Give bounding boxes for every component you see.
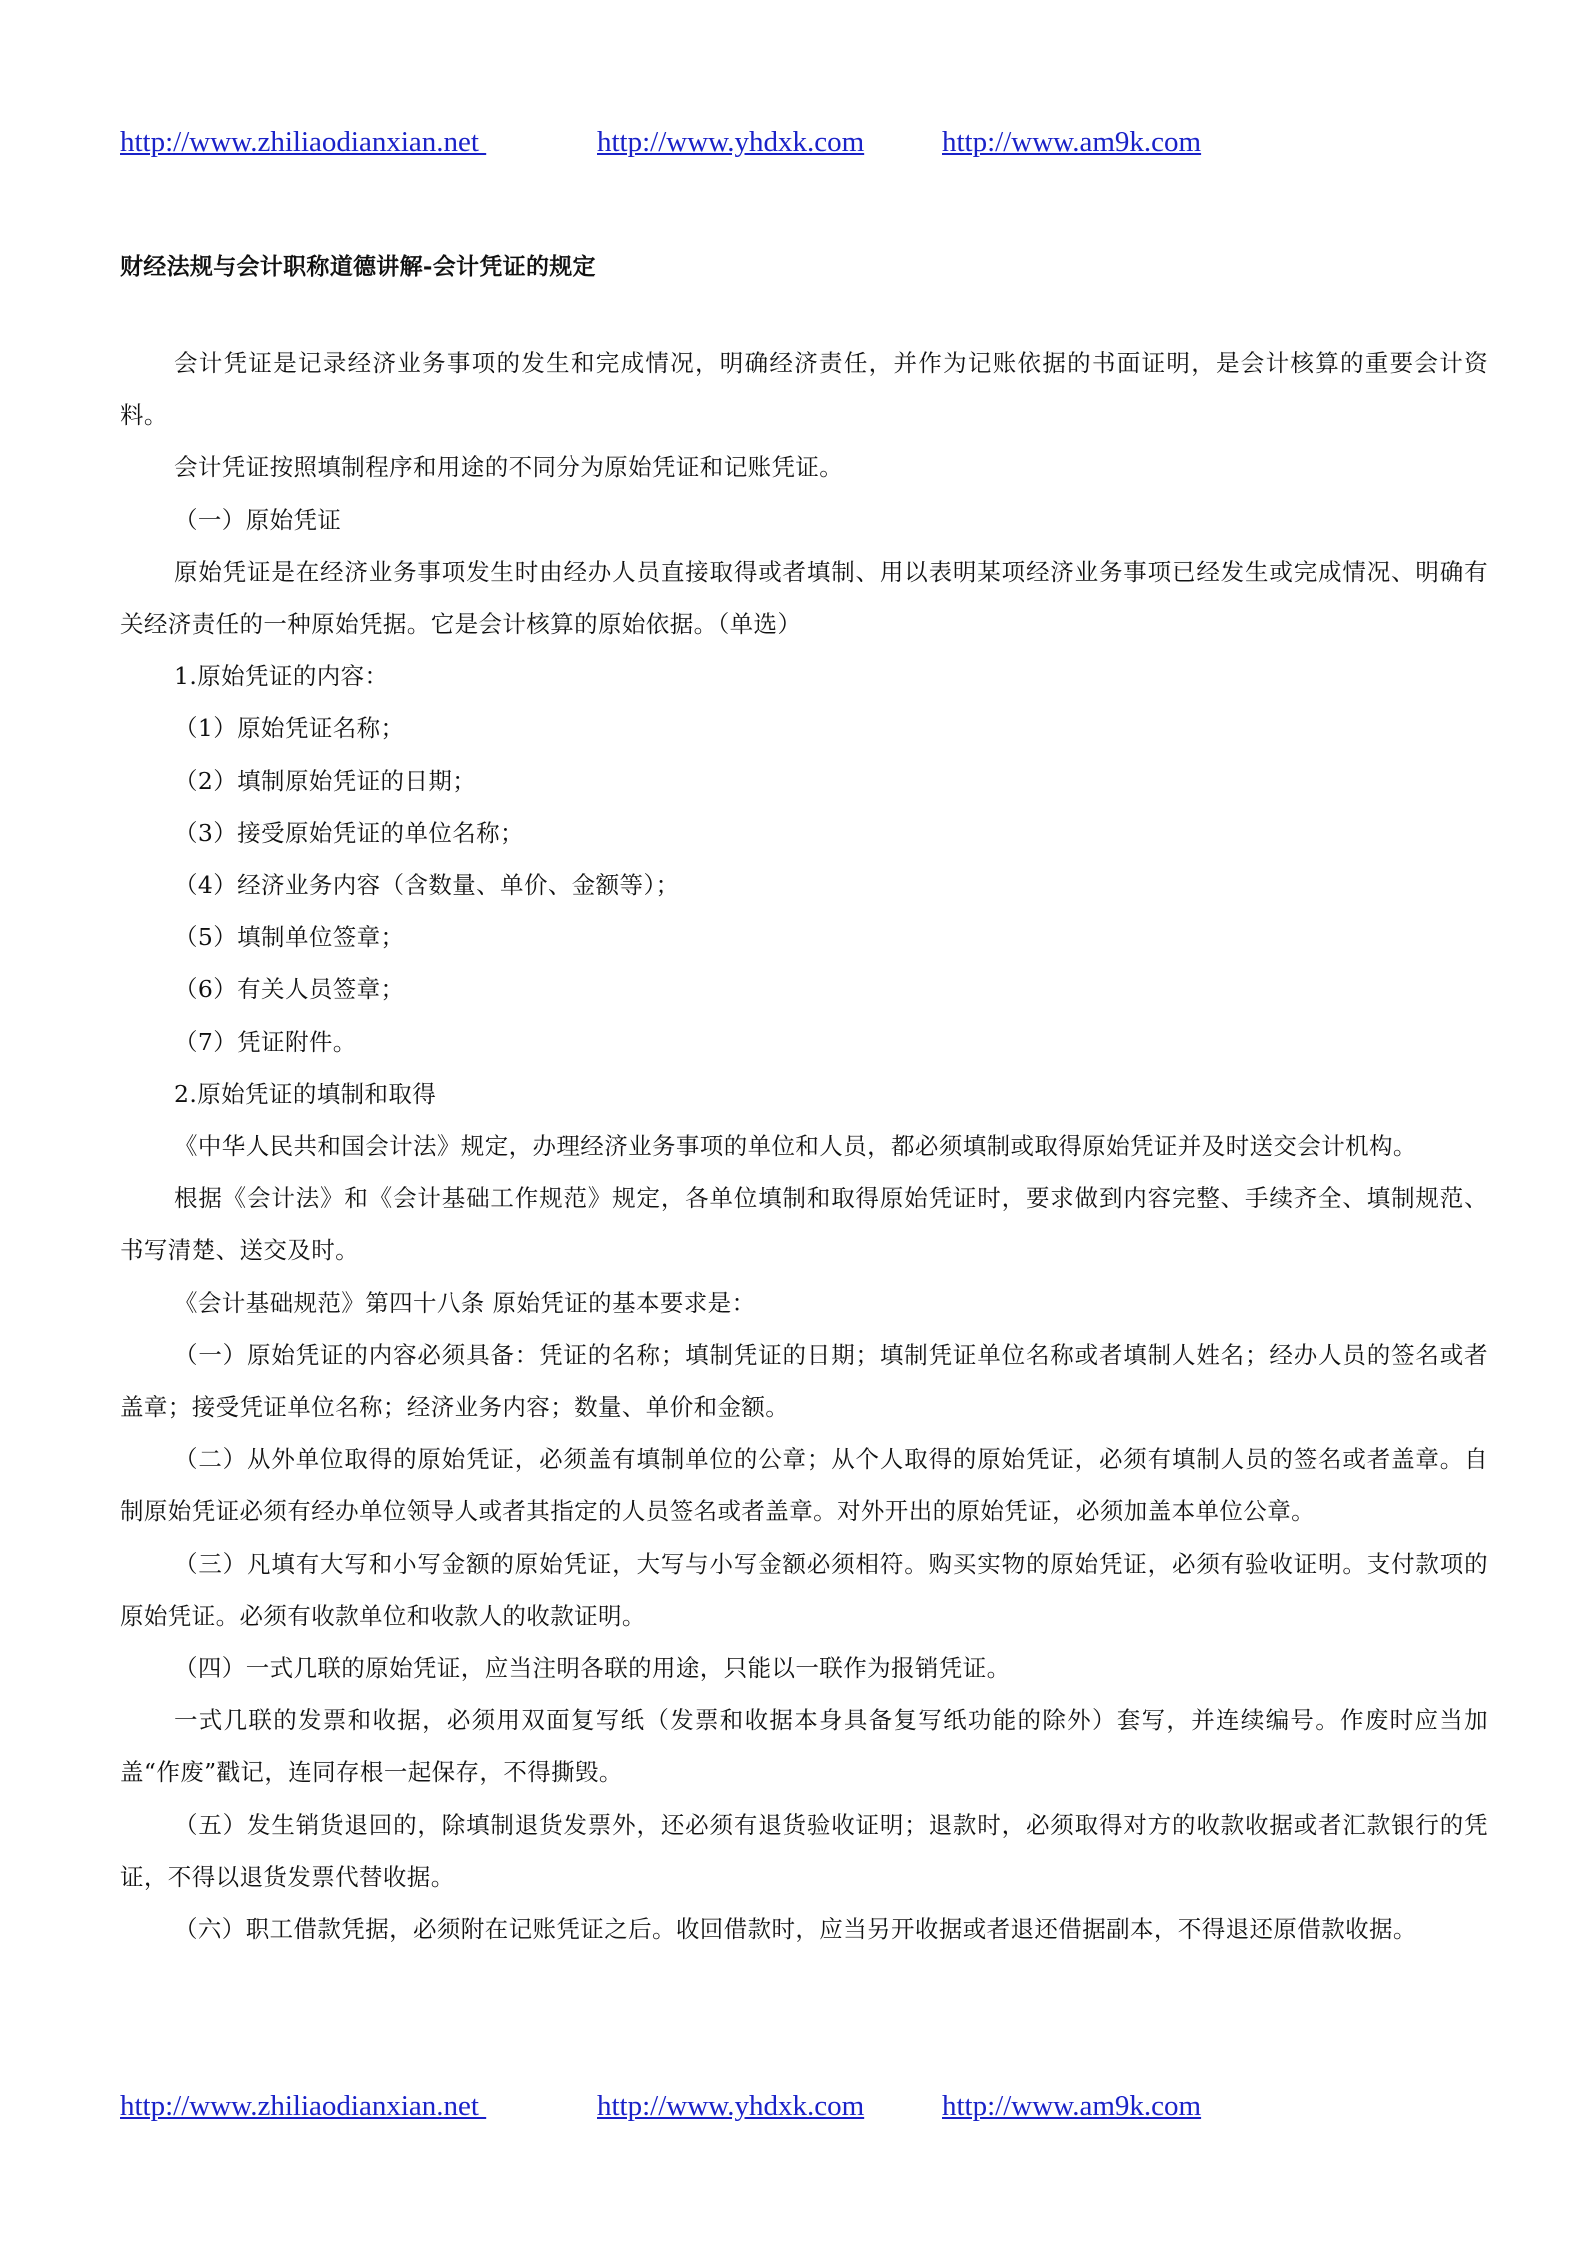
footer-link-am9k[interactable]: http://www.am9k.com (942, 2090, 1202, 2122)
list-item-content-6: （6）有关人员签章； (174, 975, 405, 1004)
list-item-content-7: （7）凭证附件。 (174, 1027, 357, 1056)
list-item-content-1: （1）原始凭证名称； (174, 714, 405, 743)
requirement-item-1: （一）原始凭证的内容必须具备：凭证的名称；填制凭证的日期；填制凭证单位名称或者填制人姓名；经办人员的签名或者盖章；接受凭证单位名称；经济业务内容；数量、单价和金额。 (120, 1340, 1488, 1422)
header-links (120, 124, 1480, 160)
paragraph-classification: 会计凭证按照填制程序和用途的不同分为原始凭证和记账凭证。 (174, 453, 844, 482)
paragraph-definition: 会计凭证是记录经济业务事项的发生和完成情况，明确经济责任，并作为记账依据的书面证明，是会计核算的重要会计资料。 (120, 349, 1488, 430)
subheading-contents: 1.原始凭证的内容： (174, 662, 389, 691)
header-link-yhdxk[interactable]: http://www.yhdxk.com (597, 126, 865, 158)
subheading-fill-and-obtain: 2.原始凭证的填制和取得 (174, 1079, 437, 1108)
header-link-zhiliaodianxian[interactable]: http://www.zhiliaodianxian.net (120, 126, 487, 158)
list-item-content-3: （3）接受原始凭证的单位名称； (174, 818, 524, 847)
footer-link-zhiliaodianxian[interactable]: http://www.zhiliaodianxian.net (120, 2090, 487, 2122)
paragraph-article-48: 《会计基础规范》第四十八条 原始凭证的基本要求是： (174, 1288, 756, 1317)
list-item-content-5: （5）填制单位签章； (174, 923, 405, 952)
footer-link-yhdxk[interactable]: http://www.yhdxk.com (597, 2090, 865, 2122)
requirement-item-3: （三）凡填有大写和小写金额的原始凭证，大写与小写金额必须相符。购买实物的原始凭证，必须有验收证明。支付款项的原始凭证。必须有收款单位和收款人的收款证明。 (120, 1549, 1488, 1630)
requirement-item-2: （二）从外单位取得的原始凭证，必须盖有填制单位的公章；从个人取得的原始凭证，必须有填制人员的签名或者盖章。自制原始凭证必须有经办单位领导人或者其指定的人员签名或者盖章。对外开出的原始凭证，必须加盖本单位公章。 (120, 1445, 1488, 1526)
list-item-content-2: （2）填制原始凭证的日期； (174, 766, 477, 795)
document-body (120, 337, 1488, 1955)
footer-links (120, 2088, 1480, 2124)
section-heading-original-voucher: （一）原始凭证 (174, 505, 342, 534)
paragraph-multi-copy-invoices: 一式几联的发票和收据，必须用双面复写纸（发票和收据本身具备复写纸功能的除外）套写，并连续编号。作废时应当加盖“作废”戳记，连同存根一起保存，不得撕毁。 (120, 1706, 1488, 1787)
paragraph-accounting-law: 《中华人民共和国会计法》规定，办理经济业务事项的单位和人员，都必须填制或取得原始凭证并及时送交会计机构。 (174, 1132, 1417, 1161)
requirement-item-4: （四）一式几联的原始凭证，应当注明各联的用途，只能以一联作为报销凭证。 (174, 1654, 1011, 1683)
document-title: 财经法规与会计职称道德讲解-会计凭证的规定 (120, 253, 596, 280)
paragraph-regulation-requirements: 根据《会计法》和《会计基础工作规范》规定，各单位填制和取得原始凭证时，要求做到内容完整、手续齐全、填制规范、书写清楚、送交及时。 (120, 1184, 1488, 1265)
paragraph-original-voucher-definition: 原始凭证是在经济业务事项发生时由经办人员直接取得或者填制、用以表明某项经济业务事项已经发生或完成情况、明确有关经济责任的一种原始凭据。它是会计核算的原始依据。（单选） (120, 557, 1488, 639)
requirement-item-5: （五）发生销货退回的，除填制退货发票外，还必须有退货验收证明；退款时，必须取得对方的收款收据或者汇款银行的凭证，不得以退货发票代替收据。 (120, 1810, 1488, 1891)
header-link-am9k[interactable]: http://www.am9k.com (942, 126, 1202, 158)
list-item-content-4: （4）经济业务内容（含数量、单价、金额等）； (174, 871, 680, 900)
requirement-item-6: （六）职工借款凭据，必须附在记账凭证之后。收回借款时，应当另开收据或者退还借据副本，不得退还原借款收据。 (174, 1915, 1417, 1944)
